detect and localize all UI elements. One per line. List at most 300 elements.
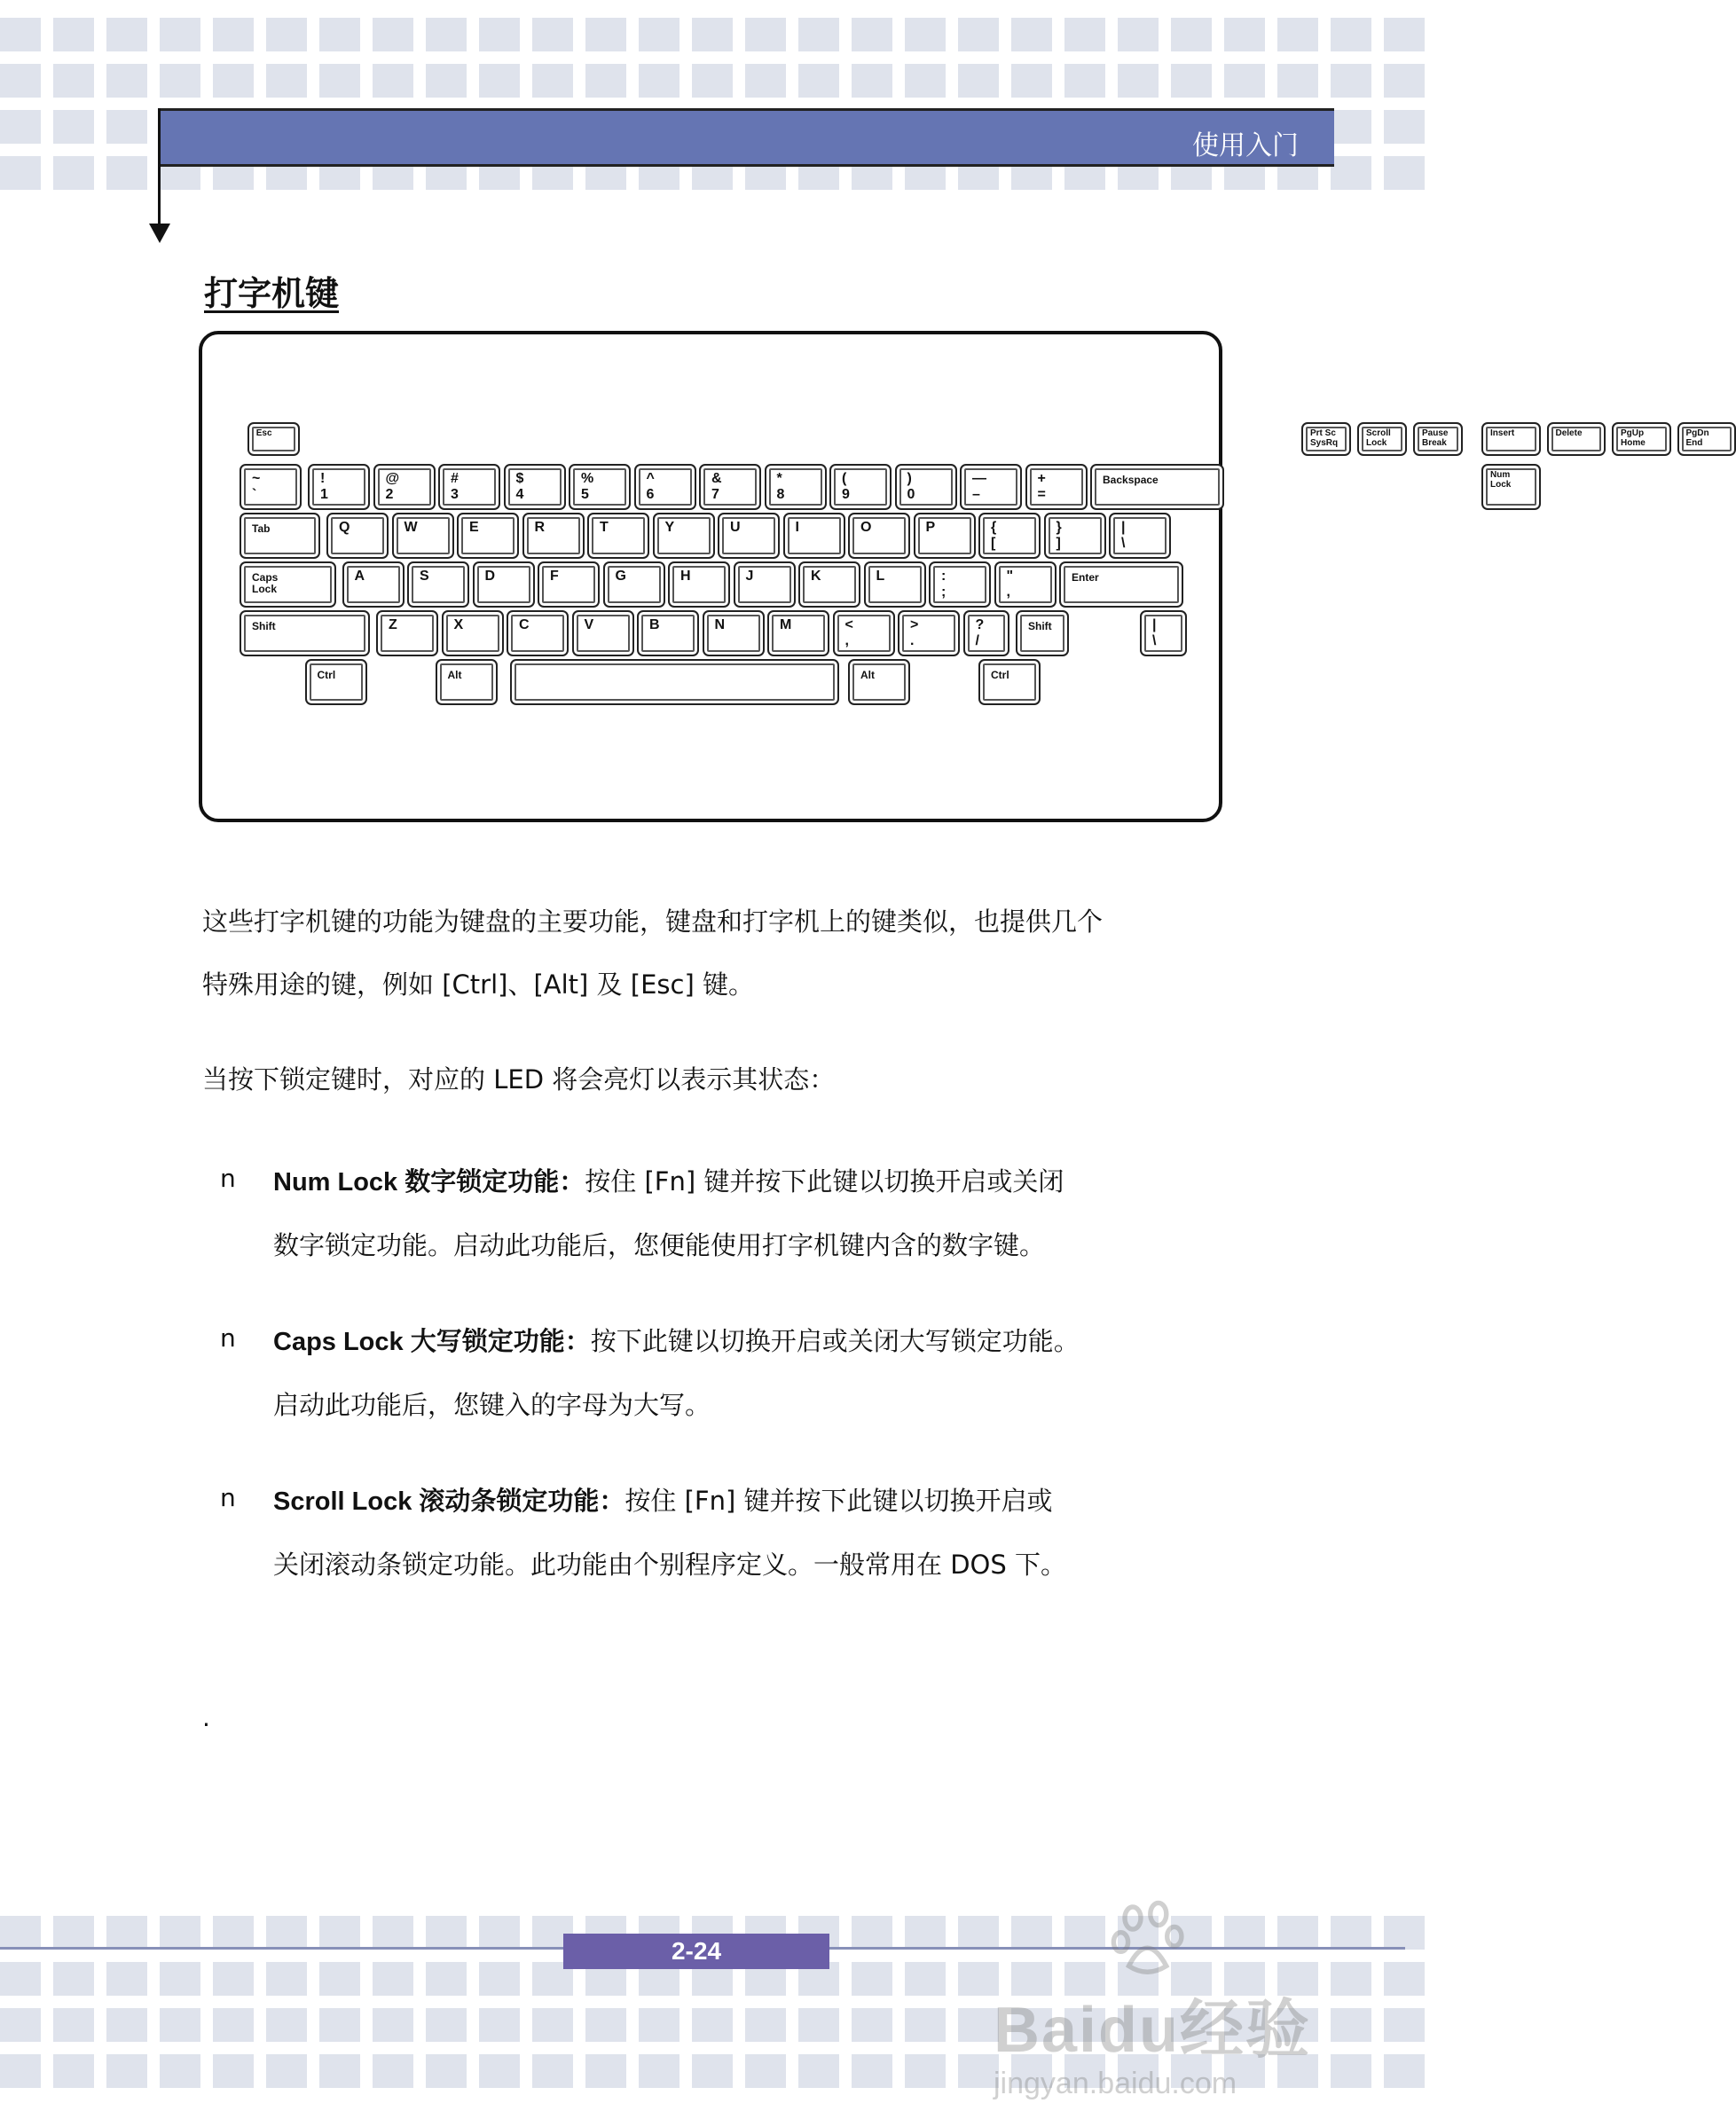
key-space [510, 659, 839, 706]
tile [373, 2054, 413, 2088]
paw-icon [1109, 1898, 1189, 1978]
bullet-3-line-2: 关闭滚动条锁定功能。此功能由个别程序定义。一般常用在 DOS 下。 [273, 1550, 1067, 1580]
key-base-label: [ [991, 536, 996, 551]
paragraph-1-line-2: 特殊用途的键，例如 [Ctrl]、[Alt] 及 [Esc] 键。 [202, 969, 754, 1000]
key-rctrl [978, 659, 1041, 706]
key-delete [1547, 422, 1606, 456]
key-shift-label: * [776, 470, 782, 486]
key-comma [833, 610, 895, 657]
key-base-label: 4 [515, 487, 524, 502]
tile [1384, 156, 1425, 190]
tile [1171, 64, 1212, 98]
key-shift-label: > [910, 616, 919, 632]
key-m [767, 610, 829, 657]
tile [905, 2008, 946, 2042]
tile [585, 64, 626, 98]
key-shift-label: | [1152, 616, 1157, 632]
tile [585, 18, 626, 51]
tile [0, 1916, 41, 1950]
tile [639, 2054, 679, 2088]
tile [958, 64, 999, 98]
tile [585, 2054, 626, 2088]
tile [160, 1916, 200, 1950]
header-title: 使用入门 [1192, 130, 1299, 161]
bullet-3-text: 按住 [Fn] 键并按下此键以切换开启或 [624, 1486, 1053, 1516]
key-w [392, 513, 454, 560]
key-shift-label: " [1006, 568, 1014, 584]
bullet-2-text: 按下此键以切换开启或关闭大写锁定功能。 [590, 1326, 1080, 1356]
key-x [442, 610, 504, 657]
tile [852, 2008, 892, 2042]
key-quote [994, 561, 1057, 608]
page-number: 2-24 [563, 1934, 829, 1969]
key-shift [240, 610, 370, 657]
watermark [994, 1916, 1331, 2100]
key-backslash [1109, 513, 1171, 560]
bullet-3-line-1 [273, 1481, 1053, 1518]
tile [1064, 18, 1105, 51]
tile [745, 64, 786, 98]
tile [1224, 18, 1265, 51]
tile [266, 18, 307, 51]
tile [213, 64, 254, 98]
tile [798, 2054, 839, 2088]
key-label: Num Lock [1490, 469, 1512, 490]
tile [1331, 110, 1371, 144]
key-period [898, 610, 960, 657]
key-label: Ctrl [317, 668, 336, 681]
bullet-1-heading: Num Lock 数字锁定功能： [273, 1168, 585, 1197]
key-base-label: 8 [776, 487, 785, 502]
tile [213, 1962, 254, 1996]
tile [213, 1916, 254, 1950]
key-pgdn [1677, 422, 1736, 456]
key-label: Shift [252, 619, 276, 632]
tile [266, 1916, 307, 1950]
tile [1331, 1962, 1371, 1996]
tile-row [0, 64, 1425, 98]
key-base-label: 2 [385, 487, 394, 502]
tile [905, 64, 946, 98]
key-base-label: 3 [451, 487, 459, 502]
key-base-label: / [975, 633, 979, 648]
tile [0, 110, 41, 144]
paragraph-1-line-1: 这些打字机键的功能为键盘的主要功能，键盘和打字机上的键类似，也提供几个 [202, 906, 1104, 937]
key-shift-label: + [1037, 470, 1046, 486]
tile [692, 64, 733, 98]
tile [213, 18, 254, 51]
key-pipe2 [1140, 610, 1187, 657]
tile [692, 18, 733, 51]
tile [1118, 18, 1159, 51]
key-label: E [469, 519, 479, 535]
tile [0, 2054, 41, 2088]
key-label: O [860, 519, 872, 535]
key-label: PgUp Home [1621, 428, 1646, 449]
tile [639, 64, 679, 98]
tile [1118, 64, 1159, 98]
key-label: K [811, 568, 821, 584]
key-a [342, 561, 405, 608]
key-shift-label: : [941, 568, 947, 584]
key-k [798, 561, 860, 608]
tile [479, 18, 520, 51]
key-label: N [714, 616, 726, 632]
bullet-marker: n [220, 1323, 236, 1353]
key-base-label: 9 [842, 487, 850, 502]
key-shift-label: & [711, 470, 722, 486]
tile [692, 2054, 733, 2088]
key-f [538, 561, 600, 608]
key-shift-label: ? [975, 616, 985, 632]
key-base-label: . [910, 633, 915, 648]
bullet-1-line-1 [273, 1162, 1064, 1198]
tile [53, 110, 94, 144]
tile [1277, 64, 1318, 98]
tile [53, 2008, 94, 2042]
tile [0, 18, 41, 51]
key-base-label: 5 [581, 487, 589, 502]
tile [319, 18, 360, 51]
tile [905, 1916, 946, 1950]
key-shift-label: ^ [646, 470, 655, 486]
tile [106, 156, 147, 190]
tile [53, 18, 94, 51]
key-label: Enter [1072, 570, 1099, 584]
tile [213, 2008, 254, 2042]
tile [106, 64, 147, 98]
key-base-label: \ [1121, 536, 1126, 551]
key-k6 [634, 464, 696, 511]
tile [852, 2054, 892, 2088]
key-shift-label: < [844, 616, 853, 632]
key-shift-label: ~ [252, 470, 261, 486]
tile [426, 2008, 467, 2042]
keyboard-diagram [240, 417, 1709, 710]
key-base-label: , [844, 633, 849, 648]
tile [53, 1962, 94, 1996]
key-ctrl [305, 659, 367, 706]
key-slash [963, 610, 1010, 657]
key-label: G [615, 568, 626, 584]
key-h [668, 561, 730, 608]
key-shift-label: } [1056, 519, 1062, 535]
key-shift-label: | [1121, 519, 1126, 535]
tile [639, 18, 679, 51]
tile [106, 1962, 147, 1996]
key-lbracket [978, 513, 1041, 560]
tile [0, 1962, 41, 1996]
key-label: I [795, 519, 799, 535]
tile [1064, 64, 1105, 98]
key-k3 [438, 464, 500, 511]
key-label: Ctrl [991, 668, 1009, 681]
key-enter [1059, 561, 1183, 608]
key-label: Pause Break [1422, 428, 1449, 449]
key-label: J [745, 568, 754, 584]
key-equal [1025, 464, 1088, 511]
tile [106, 2008, 147, 2042]
key-q [326, 513, 389, 560]
tile [745, 2054, 786, 2088]
key-k8 [765, 464, 827, 511]
key-shift-label: { [991, 519, 997, 535]
tile [160, 64, 200, 98]
tile [532, 64, 573, 98]
key-label: Shift [1028, 619, 1052, 632]
key-base-label: = [1037, 487, 1046, 502]
key-ralt [848, 659, 910, 706]
key-prtsc [1301, 422, 1351, 456]
key-g [603, 561, 665, 608]
key-k1 [308, 464, 370, 511]
bullet-marker: n [220, 1483, 236, 1512]
key-e [457, 513, 519, 560]
tile [798, 64, 839, 98]
tile [266, 2054, 307, 2088]
tile [53, 2054, 94, 2088]
key-label: Y [664, 519, 675, 535]
tile [1384, 18, 1425, 51]
key-c [507, 610, 569, 657]
tile [745, 2008, 786, 2042]
key-y [653, 513, 715, 560]
key-label: PgDn End [1685, 428, 1709, 449]
tile [160, 1962, 200, 1996]
key-label: H [680, 568, 691, 584]
tile [1331, 2008, 1371, 2042]
key-label: L [876, 568, 885, 584]
header-arrow-line [158, 108, 161, 228]
key-label: V [584, 616, 594, 632]
key-n [703, 610, 765, 657]
tile [479, 64, 520, 98]
tile [852, 1962, 892, 1996]
tile [426, 64, 467, 98]
tile [106, 18, 147, 51]
key-p [914, 513, 976, 560]
tile [852, 1916, 892, 1950]
tile [585, 2008, 626, 2042]
tile [1384, 110, 1425, 144]
key-rbracket [1044, 513, 1106, 560]
key-shift-label: — [972, 470, 986, 486]
tile [266, 64, 307, 98]
bullet-2-line-1 [273, 1322, 1080, 1358]
tile [106, 2054, 147, 2088]
tile [0, 64, 41, 98]
tile [373, 18, 413, 51]
tile [0, 156, 41, 190]
key-rshift [1016, 610, 1069, 657]
key-esc [247, 422, 301, 456]
tile [1224, 64, 1265, 98]
tile [532, 18, 573, 51]
key-s [407, 561, 469, 608]
key-shift-label: ! [320, 470, 326, 486]
key-b [637, 610, 699, 657]
tile [532, 2008, 573, 2042]
key-label: D [484, 568, 496, 584]
tile [213, 2054, 254, 2088]
tile [373, 1962, 413, 1996]
tile [53, 64, 94, 98]
key-j [734, 561, 796, 608]
tile [160, 18, 200, 51]
key-label: F [550, 568, 559, 584]
key-label: R [534, 519, 546, 535]
key-alt [436, 659, 498, 706]
key-label: A [354, 568, 365, 584]
stray-dot: . [202, 1703, 210, 1732]
key-base-label: 7 [711, 487, 719, 502]
tile [1171, 18, 1212, 51]
section-title: 打字机键 [204, 274, 340, 313]
watermark-logo: Baidu经验 [994, 1995, 1312, 2066]
key-k9 [829, 464, 892, 511]
bullet-1-line-2: 数字锁定功能。启动此功能后，您便能使用打字机键内含的数字键。 [273, 1230, 1046, 1260]
key-pause [1413, 422, 1463, 456]
key-label: Z [389, 616, 397, 632]
key-scroll [1357, 422, 1407, 456]
key-label: P [925, 519, 936, 535]
tile [532, 2054, 573, 2088]
key-caps [240, 561, 336, 608]
key-u [718, 513, 780, 560]
watermark-url: jingyan.baidu.com [994, 2067, 1237, 2100]
paragraph-2: 当按下锁定键时，对应的 LED 将会亮灯以表示其状态： [202, 1064, 836, 1095]
tile [106, 110, 147, 144]
key-label: M [780, 616, 792, 632]
key-base-label: \ [1152, 633, 1157, 648]
key-minus [960, 464, 1022, 511]
tile-row [0, 18, 1425, 51]
tile [905, 18, 946, 51]
tile [1384, 1916, 1425, 1950]
key-v [572, 610, 634, 657]
tile [905, 2054, 946, 2088]
header-arrow-down-icon [149, 224, 170, 243]
tile [53, 156, 94, 190]
tile [1331, 156, 1371, 190]
key-label: B [649, 616, 660, 632]
key-label: S [420, 568, 429, 584]
key-base-label: 1 [320, 487, 328, 502]
tile [639, 2008, 679, 2042]
tile [1331, 2054, 1371, 2088]
key-tab [240, 513, 320, 560]
tile [905, 1962, 946, 1996]
key-t [587, 513, 649, 560]
tile [373, 1916, 413, 1950]
key-shift-label: ) [907, 470, 912, 486]
key-label: Q [339, 519, 350, 535]
key-tilde [240, 464, 302, 511]
tile [319, 2008, 360, 2042]
key-k5 [569, 464, 631, 511]
tile [160, 2008, 200, 2042]
key-k4 [504, 464, 566, 511]
key-i [783, 513, 845, 560]
tile [53, 1916, 94, 1950]
key-base-label: , [1006, 585, 1010, 600]
key-base-label: ` [252, 487, 257, 502]
tile [692, 2008, 733, 2042]
tile [319, 2054, 360, 2088]
tile [266, 1962, 307, 1996]
tile [1384, 64, 1425, 98]
key-l [864, 561, 926, 608]
tile [798, 2008, 839, 2042]
key-backspace [1090, 464, 1224, 511]
tile [1011, 64, 1052, 98]
key-r [522, 513, 585, 560]
tile [479, 1916, 520, 1950]
key-label: Caps Lock [252, 570, 279, 595]
key-k2 [373, 464, 436, 511]
tile [266, 2008, 307, 2042]
tile [373, 2008, 413, 2042]
tile [1331, 1916, 1371, 1950]
tile [852, 18, 892, 51]
key-base-label: 6 [646, 487, 655, 502]
key-d [473, 561, 535, 608]
key-insert [1481, 422, 1541, 456]
tile [426, 1962, 467, 1996]
key-pgup [1612, 422, 1671, 456]
key-k0 [895, 464, 957, 511]
tile [319, 1962, 360, 1996]
bullet-marker: n [220, 1164, 236, 1193]
tile [426, 1916, 467, 1950]
key-k7 [699, 464, 761, 511]
tile [319, 64, 360, 98]
tile [1384, 2054, 1425, 2088]
tile [106, 1916, 147, 1950]
tile [1331, 18, 1371, 51]
tile [958, 18, 999, 51]
key-shift-label: % [581, 470, 594, 486]
key-label: Tab [252, 522, 271, 535]
key-o [848, 513, 910, 560]
bullet-2-line-2: 启动此功能后，您键入的字母为大写。 [273, 1390, 711, 1420]
tile [1384, 2008, 1425, 2042]
tile [479, 1962, 520, 1996]
key-semicolon [929, 561, 991, 608]
tile [1384, 1962, 1425, 1996]
bullet-3-heading: Scroll Lock 滚动条锁定功能： [273, 1487, 625, 1516]
tile [479, 2008, 520, 2042]
tile [426, 18, 467, 51]
header-bar [160, 108, 1334, 167]
key-shift-label: @ [385, 470, 400, 486]
key-label: Esc [255, 428, 272, 439]
key-shift-label: ( [842, 470, 847, 486]
key-label: W [404, 519, 418, 535]
tile [1331, 64, 1371, 98]
key-label: Alt [447, 668, 462, 681]
tile [160, 2054, 200, 2088]
tile [852, 64, 892, 98]
key-z [376, 610, 438, 657]
tile [373, 64, 413, 98]
key-base-label: ; [941, 585, 947, 600]
tile [426, 2054, 467, 2088]
key-base-label: – [972, 487, 980, 502]
bullet-2-heading: Caps Lock 大写锁定功能： [273, 1328, 591, 1356]
key-label: Alt [860, 668, 875, 681]
key-label: U [730, 519, 741, 535]
